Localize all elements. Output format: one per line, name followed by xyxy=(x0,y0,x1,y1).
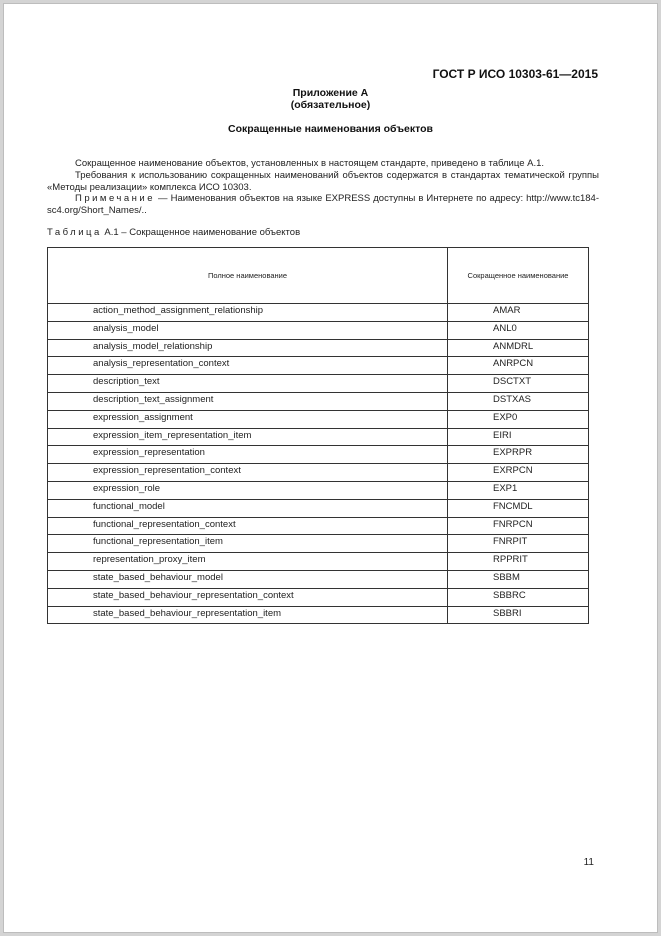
table-caption-text: А.1 – Сокращенное наименование объектов xyxy=(101,227,301,238)
full-name-cell: expression_item_representation_item xyxy=(48,428,448,446)
table-row xyxy=(48,410,589,428)
full-name-cell: functional_representation_item xyxy=(48,535,448,553)
full-name-cell: representation_proxy_item xyxy=(48,553,448,571)
short-name-cell: EXPRPR xyxy=(448,446,589,464)
short-name-cell: FNCMDL xyxy=(448,499,589,517)
table-header-row xyxy=(48,248,589,304)
table-row xyxy=(48,517,589,535)
short-name-cell: RPPRIT xyxy=(448,553,589,571)
note-paragraph xyxy=(47,193,599,217)
table-body xyxy=(48,304,589,624)
paragraph-intro: Сокращенное наименование объектов, установленных в настоящем стандарте, приведено в таблице А.1. xyxy=(75,158,545,169)
full-name-cell: expression_representation xyxy=(48,446,448,464)
short-name-cell: DSTXAS xyxy=(448,392,589,410)
table-row xyxy=(48,321,589,339)
table-caption-label: Таблица xyxy=(47,227,102,238)
table-caption xyxy=(47,227,300,238)
abbreviation-table xyxy=(47,247,589,624)
full-name-cell: expression_assignment xyxy=(48,410,448,428)
table-row xyxy=(48,392,589,410)
short-name-cell: EXP1 xyxy=(448,481,589,499)
full-name-cell: analysis_model_relationship xyxy=(48,339,448,357)
full-name-cell: functional_representation_context xyxy=(48,517,448,535)
short-name-cell: SBBRC xyxy=(448,588,589,606)
document-header: ГОСТ Р ИСО 10303-61—2015 xyxy=(432,67,598,81)
page-number: 11 xyxy=(583,857,594,868)
short-name-cell: EXP0 xyxy=(448,410,589,428)
full-name-cell: analysis_model xyxy=(48,321,448,339)
table-row xyxy=(48,535,589,553)
note-text: — Наименования объектов на языке EXPRESS доступны в Интернете по адресу: http://www.tc184-sc4.org/Short_Names/.. xyxy=(47,193,599,216)
appendix-heading xyxy=(4,87,657,111)
short-name-cell: FNRPCN xyxy=(448,517,589,535)
table-row xyxy=(48,304,589,322)
short-name-cell: EXRPCN xyxy=(448,464,589,482)
appendix-status: (обязательное) xyxy=(290,99,371,111)
full-name-cell: expression_representation_context xyxy=(48,464,448,482)
short-name-cell: ANL0 xyxy=(448,321,589,339)
section-title: Сокращенные наименования объектов xyxy=(228,123,433,135)
column-header-full-name: Полное наименование xyxy=(48,248,448,304)
full-name-cell: state_based_behaviour_representation_item xyxy=(48,606,448,624)
appendix-title: Приложение А xyxy=(292,87,369,99)
full-name-cell: analysis_representation_context xyxy=(48,357,448,375)
full-name-cell: description_text xyxy=(48,375,448,393)
short-name-cell: DSCTXT xyxy=(448,375,589,393)
full-name-cell: action_method_assignment_relationship xyxy=(48,304,448,322)
table-row xyxy=(48,606,589,624)
table-row xyxy=(48,375,589,393)
full-name-cell: state_based_behaviour_model xyxy=(48,570,448,588)
paragraph-requirements: Требования к использованию сокращенных наименований объектов содержатся в стандартах тематической группы «Методы реализации» комплекса ИСО 10303. xyxy=(47,170,599,193)
column-header-short-name: Сокращенное наименование xyxy=(448,248,589,304)
table-row xyxy=(48,464,589,482)
short-name-cell: SBBRI xyxy=(448,606,589,624)
full-name-cell: functional_model xyxy=(48,499,448,517)
table-row xyxy=(48,570,589,588)
document-page xyxy=(4,4,657,932)
full-name-cell: description_text_assignment xyxy=(48,392,448,410)
table-row xyxy=(48,499,589,517)
table-row xyxy=(48,588,589,606)
short-name-cell: ANRPCN xyxy=(448,357,589,375)
short-name-cell: EIRI xyxy=(448,428,589,446)
table-row xyxy=(48,481,589,499)
table-row xyxy=(48,428,589,446)
short-name-cell: ANMDRL xyxy=(448,339,589,357)
note-label: Примечание xyxy=(75,193,155,204)
full-name-cell: state_based_behaviour_representation_context xyxy=(48,588,448,606)
table-row xyxy=(48,339,589,357)
table-row xyxy=(48,357,589,375)
table-row xyxy=(48,553,589,571)
table-row xyxy=(48,446,589,464)
short-name-cell: AMAR xyxy=(448,304,589,322)
full-name-cell: expression_role xyxy=(48,481,448,499)
short-name-cell: FNRPIT xyxy=(448,535,589,553)
short-name-cell: SBBM xyxy=(448,570,589,588)
